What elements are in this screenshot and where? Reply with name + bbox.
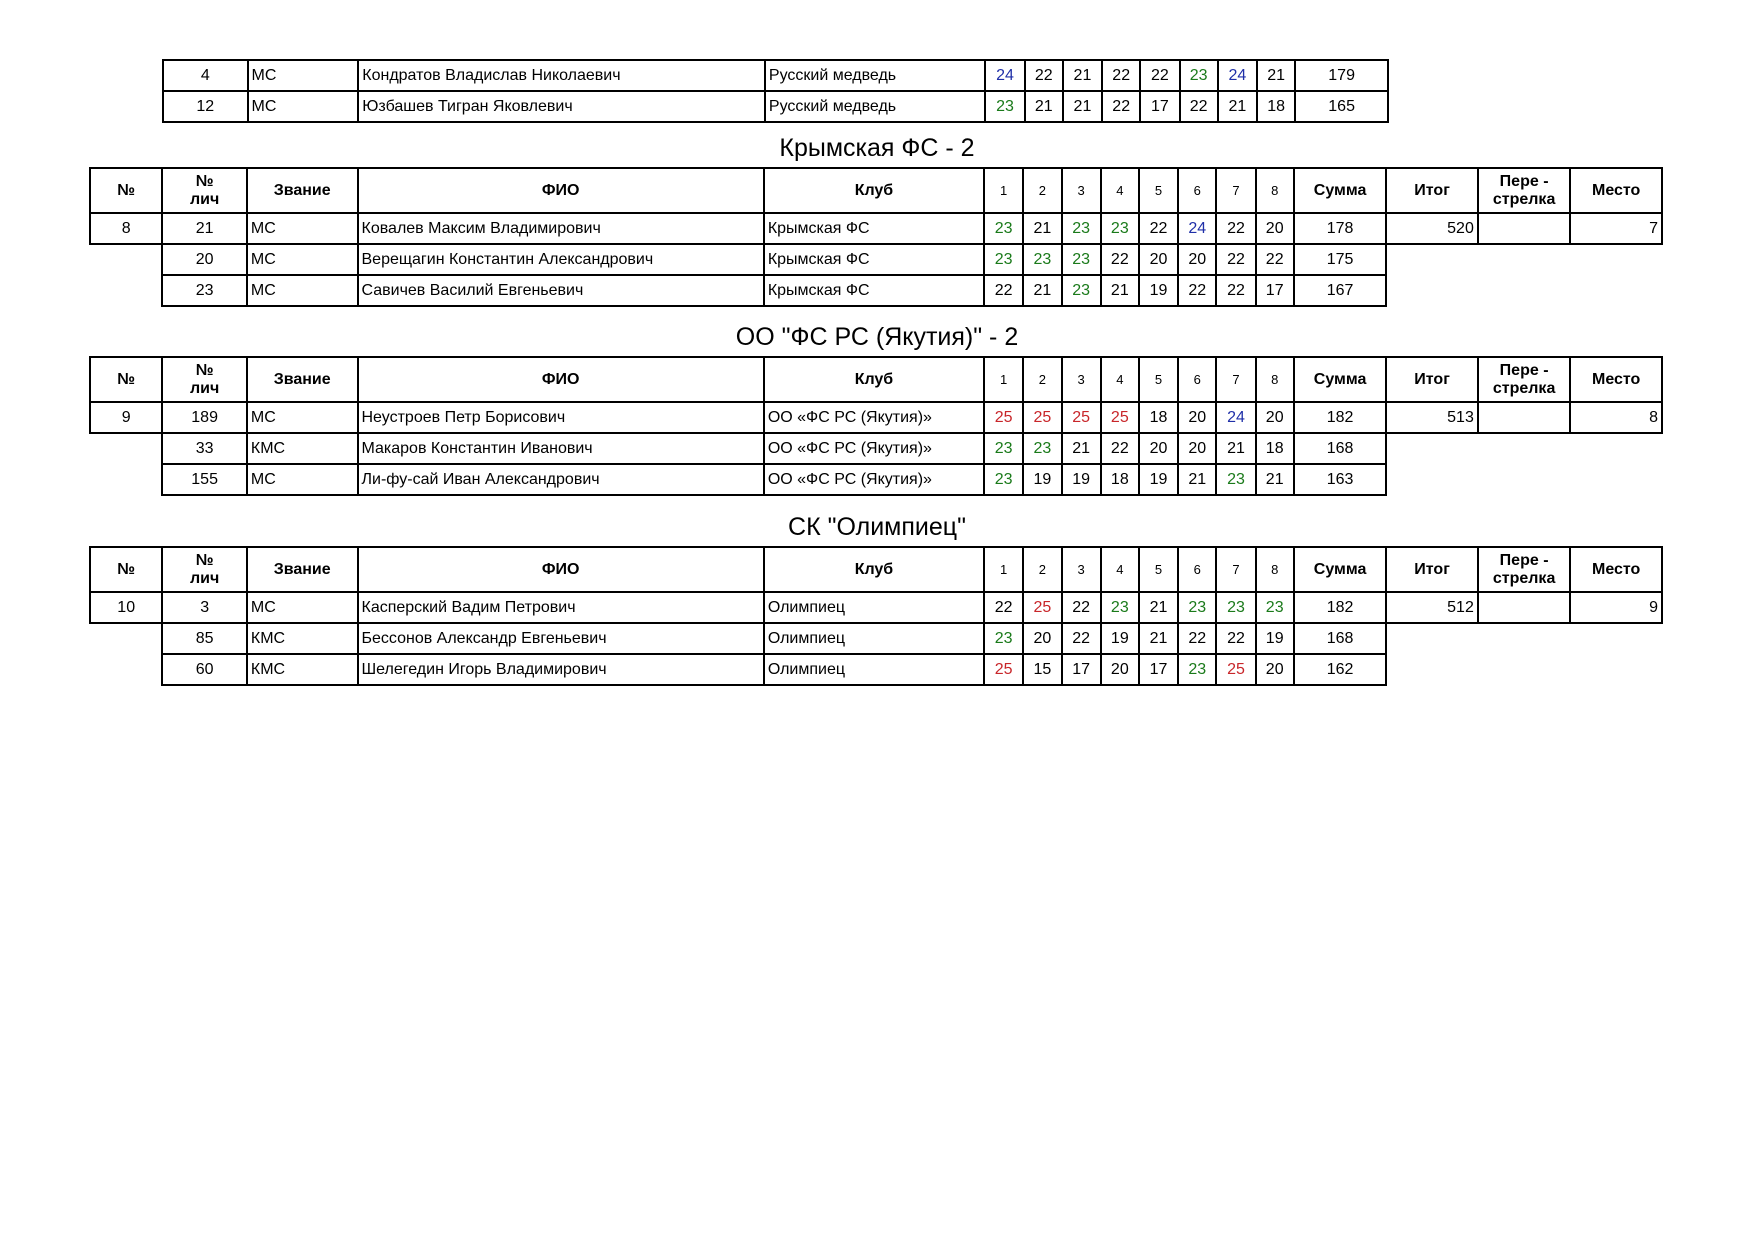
athlete-sum: 162 <box>1294 654 1387 685</box>
athlete-sum: 179 <box>1295 60 1388 91</box>
series-score-7: 25 <box>1216 654 1255 685</box>
header-series-4: 4 <box>1101 168 1139 213</box>
series-score-5: 21 <box>1139 592 1178 623</box>
series-score-4: 22 <box>1102 91 1140 122</box>
header-place: Место <box>1570 357 1662 402</box>
continuation-table-body <box>163 60 1388 122</box>
series-score-6: 20 <box>1178 244 1216 275</box>
empty-cell <box>1478 275 1571 306</box>
team-shootoff <box>1478 402 1571 433</box>
header-club: Клуб <box>764 357 984 402</box>
series-score-1: 22 <box>984 592 1023 623</box>
table-header-row <box>90 547 1662 592</box>
team-total: 520 <box>1386 213 1478 244</box>
series-score-2: 21 <box>1023 275 1061 306</box>
athlete-number: 21 <box>162 213 246 244</box>
header-series-2: 2 <box>1023 357 1061 402</box>
athlete-club: ОО «ФС РС (Якутия)» <box>764 433 984 464</box>
series-score-4: 22 <box>1102 60 1140 91</box>
athlete-club: ОО «ФС РС (Якутия)» <box>764 402 984 433</box>
series-score-7: 24 <box>1216 402 1255 433</box>
team-place: 7 <box>1570 213 1662 244</box>
series-score-6: 23 <box>1178 592 1216 623</box>
series-score-8: 19 <box>1256 623 1294 654</box>
series-score-6: 22 <box>1178 275 1216 306</box>
team-shootoff <box>1478 213 1571 244</box>
series-score-4: 21 <box>1101 275 1139 306</box>
series-score-1: 25 <box>984 654 1023 685</box>
empty-cell <box>90 275 162 306</box>
team-title-0: Крымская ФС - 2 <box>779 134 975 162</box>
series-score-4: 25 <box>1101 402 1139 433</box>
series-score-5: 20 <box>1139 244 1178 275</box>
header-no-lich <box>162 168 246 213</box>
athlete-rank: МС <box>247 275 358 306</box>
series-score-6: 24 <box>1178 213 1216 244</box>
athlete-number: 3 <box>162 592 246 623</box>
table-header-row <box>90 357 1662 402</box>
series-score-5: 22 <box>1139 213 1178 244</box>
series-score-5: 22 <box>1140 60 1179 91</box>
athlete-number: 85 <box>162 623 246 654</box>
series-score-8: 21 <box>1256 464 1294 495</box>
series-score-2: 20 <box>1023 623 1061 654</box>
athlete-number: 189 <box>162 402 246 433</box>
header-place: Место <box>1570 547 1662 592</box>
series-score-2: 23 <box>1023 433 1061 464</box>
athlete-club: Олимпиец <box>764 654 984 685</box>
series-score-8: 22 <box>1256 244 1294 275</box>
header-sum: Сумма <box>1294 547 1387 592</box>
header-no-lich-line2: лич <box>189 569 220 587</box>
header-series-2: 2 <box>1023 168 1061 213</box>
header-no-lich <box>162 547 246 592</box>
series-score-8: 20 <box>1256 654 1294 685</box>
series-score-2: 22 <box>1025 60 1063 91</box>
empty-cell <box>1478 433 1571 464</box>
series-score-2: 21 <box>1023 213 1061 244</box>
team-table-0 <box>89 167 1663 307</box>
athlete-number: 60 <box>162 654 246 685</box>
header-rank: Звание <box>247 168 358 213</box>
header-series-3: 3 <box>1062 168 1101 213</box>
header-series-7: 7 <box>1216 357 1255 402</box>
series-score-4: 22 <box>1101 433 1139 464</box>
series-score-8: 17 <box>1256 275 1294 306</box>
series-score-3: 19 <box>1062 464 1101 495</box>
series-score-3: 21 <box>1063 60 1102 91</box>
empty-cell <box>90 433 162 464</box>
empty-cell <box>1478 244 1571 275</box>
series-score-2: 25 <box>1023 592 1061 623</box>
header-sum: Сумма <box>1294 357 1387 402</box>
athlete-club: Крымская ФС <box>764 213 984 244</box>
team-place: 8 <box>1570 402 1662 433</box>
series-score-8: 18 <box>1257 91 1295 122</box>
table-row <box>90 654 1662 685</box>
athlete-club: ОО «ФС РС (Якутия)» <box>764 464 984 495</box>
header-series-1: 1 <box>984 547 1023 592</box>
athlete-name: Макаров Константин Иванович <box>358 433 764 464</box>
empty-cell <box>90 244 162 275</box>
athlete-number: 20 <box>162 244 246 275</box>
header-series-1: 1 <box>984 357 1023 402</box>
header-no-lich-line1: № <box>195 172 214 190</box>
athlete-sum: 167 <box>1294 275 1387 306</box>
team-number: 10 <box>90 592 162 623</box>
team-table-1 <box>89 356 1663 496</box>
athlete-rank: МС <box>248 91 359 122</box>
header-series-6: 6 <box>1178 547 1216 592</box>
series-score-3: 21 <box>1062 433 1101 464</box>
header-series-2: 2 <box>1023 547 1061 592</box>
athlete-sum: 175 <box>1294 244 1387 275</box>
athlete-rank: МС <box>247 244 358 275</box>
header-shootoff-line2: стрелка <box>1492 190 1556 208</box>
team-title-1: ОО "ФС РС (Якутия)" - 2 <box>735 323 1019 351</box>
empty-cell <box>1570 433 1662 464</box>
athlete-club: Олимпиец <box>764 592 984 623</box>
athlete-name: Ли-фу-сай Иван Александрович <box>358 464 764 495</box>
header-shootoff-line1: Пере - <box>1499 361 1549 379</box>
table-row <box>90 623 1662 654</box>
header-rank: Звание <box>247 547 358 592</box>
header-series-4: 4 <box>1101 547 1139 592</box>
athlete-club: Крымская ФС <box>764 275 984 306</box>
athlete-club: Русский медведь <box>765 60 985 91</box>
athlete-name: Неустроев Петр Борисович <box>358 402 764 433</box>
header-place: Место <box>1570 168 1662 213</box>
athlete-name: Кондратов Владислав Николаевич <box>358 60 765 91</box>
empty-cell <box>90 464 162 495</box>
header-series-4: 4 <box>1101 357 1139 402</box>
header-series-5: 5 <box>1139 357 1178 402</box>
series-score-2: 25 <box>1023 402 1061 433</box>
series-score-5: 19 <box>1139 464 1178 495</box>
header-no-lich-line1: № <box>195 361 214 379</box>
series-score-1: 24 <box>985 60 1024 91</box>
series-score-3: 17 <box>1062 654 1101 685</box>
header-shootoff <box>1478 547 1571 592</box>
series-score-3: 23 <box>1062 213 1101 244</box>
athlete-number: 4 <box>163 60 248 91</box>
header-series-8: 8 <box>1256 547 1294 592</box>
header-no-lich-line2: лич <box>189 379 220 397</box>
series-score-6: 23 <box>1180 60 1218 91</box>
series-score-1: 22 <box>984 275 1023 306</box>
series-score-7: 22 <box>1216 244 1255 275</box>
header-series-6: 6 <box>1178 357 1216 402</box>
series-score-6: 22 <box>1180 91 1218 122</box>
series-score-5: 17 <box>1140 91 1179 122</box>
header-fio: ФИО <box>358 357 764 402</box>
series-score-7: 21 <box>1216 433 1255 464</box>
table-row <box>163 91 1388 122</box>
header-fio: ФИО <box>358 547 764 592</box>
series-score-8: 18 <box>1256 433 1294 464</box>
table-row <box>90 244 1662 275</box>
athlete-club: Крымская ФС <box>764 244 984 275</box>
series-score-7: 24 <box>1218 60 1257 91</box>
header-no-lich <box>162 357 246 402</box>
series-score-3: 25 <box>1062 402 1101 433</box>
series-score-3: 23 <box>1062 275 1101 306</box>
series-score-4: 23 <box>1101 592 1139 623</box>
empty-cell <box>90 623 162 654</box>
empty-cell <box>90 654 162 685</box>
table-row <box>90 464 1662 495</box>
team-total: 513 <box>1386 402 1478 433</box>
series-score-3: 22 <box>1062 623 1101 654</box>
series-score-5: 17 <box>1139 654 1178 685</box>
table-row <box>90 433 1662 464</box>
header-series-8: 8 <box>1256 168 1294 213</box>
series-score-8: 23 <box>1256 592 1294 623</box>
series-score-2: 15 <box>1023 654 1061 685</box>
empty-cell <box>1478 654 1571 685</box>
header-shootoff <box>1478 357 1571 402</box>
athlete-rank: МС <box>247 213 358 244</box>
athlete-sum: 168 <box>1294 433 1387 464</box>
series-score-4: 20 <box>1101 654 1139 685</box>
header-no-lich-line2: лич <box>189 190 220 208</box>
series-score-5: 18 <box>1139 402 1178 433</box>
empty-cell <box>1570 244 1662 275</box>
series-score-1: 23 <box>984 244 1023 275</box>
series-score-7: 23 <box>1216 464 1255 495</box>
athlete-name: Шелегедин Игорь Владимирович <box>358 654 764 685</box>
athlete-rank: МС <box>247 592 358 623</box>
empty-cell <box>1570 623 1662 654</box>
series-score-4: 19 <box>1101 623 1139 654</box>
table-row <box>90 275 1662 306</box>
series-score-6: 20 <box>1178 402 1216 433</box>
header-series-7: 7 <box>1216 547 1255 592</box>
athlete-sum: 165 <box>1295 91 1388 122</box>
series-score-8: 20 <box>1256 402 1294 433</box>
header-rank: Звание <box>247 357 358 402</box>
team-table-2 <box>89 546 1663 686</box>
empty-cell <box>1570 654 1662 685</box>
series-score-5: 21 <box>1139 623 1178 654</box>
empty-cell <box>1478 464 1571 495</box>
empty-cell <box>1386 244 1478 275</box>
athlete-number: 155 <box>162 464 246 495</box>
series-score-8: 20 <box>1256 213 1294 244</box>
athlete-rank: МС <box>247 402 358 433</box>
athlete-sum: 163 <box>1294 464 1387 495</box>
header-series-3: 3 <box>1062 547 1101 592</box>
table-header-row <box>90 168 1662 213</box>
series-score-6: 21 <box>1178 464 1216 495</box>
header-series-5: 5 <box>1139 168 1178 213</box>
athlete-sum: 182 <box>1294 402 1387 433</box>
athlete-name: Савичев Василий Евгеньевич <box>358 275 764 306</box>
series-score-6: 22 <box>1178 623 1216 654</box>
athlete-number: 33 <box>162 433 246 464</box>
series-score-2: 19 <box>1023 464 1061 495</box>
athlete-club: Олимпиец <box>764 623 984 654</box>
header-shootoff-line1: Пере - <box>1499 551 1549 569</box>
team-title-2: СК "Олимпиец" <box>788 513 966 541</box>
athlete-name: Юзбашев Тигран Яковлевич <box>358 91 765 122</box>
athlete-number: 12 <box>163 91 248 122</box>
header-fio: ФИО <box>358 168 764 213</box>
empty-cell <box>1478 623 1571 654</box>
empty-cell <box>1570 275 1662 306</box>
team-place: 9 <box>1570 592 1662 623</box>
empty-cell <box>1570 464 1662 495</box>
table-row <box>163 60 1388 91</box>
empty-cell <box>1386 654 1478 685</box>
series-score-7: 22 <box>1216 213 1255 244</box>
series-score-3: 22 <box>1062 592 1101 623</box>
athlete-rank: МС <box>247 464 358 495</box>
header-no: № <box>90 547 162 592</box>
team-number: 8 <box>90 213 162 244</box>
series-score-4: 22 <box>1101 244 1139 275</box>
empty-cell <box>1386 623 1478 654</box>
series-score-2: 23 <box>1023 244 1061 275</box>
series-score-3: 21 <box>1063 91 1102 122</box>
continuation-table <box>162 59 1389 123</box>
athlete-sum: 168 <box>1294 623 1387 654</box>
header-club: Клуб <box>764 168 984 213</box>
series-score-5: 19 <box>1139 275 1178 306</box>
athlete-club: Русский медведь <box>765 91 985 122</box>
series-score-1: 23 <box>984 464 1023 495</box>
athlete-name: Касперский Вадим Петрович <box>358 592 764 623</box>
athlete-name: Ковалев Максим Владимирович <box>358 213 764 244</box>
series-score-4: 18 <box>1101 464 1139 495</box>
header-total: Итог <box>1386 357 1478 402</box>
series-score-2: 21 <box>1025 91 1063 122</box>
series-score-7: 21 <box>1218 91 1257 122</box>
series-score-1: 25 <box>984 402 1023 433</box>
athlete-sum: 182 <box>1294 592 1387 623</box>
series-score-1: 23 <box>984 433 1023 464</box>
header-sum: Сумма <box>1294 168 1387 213</box>
series-score-8: 21 <box>1257 60 1295 91</box>
series-score-1: 23 <box>984 623 1023 654</box>
series-score-5: 20 <box>1139 433 1178 464</box>
header-shootoff-line2: стрелка <box>1492 569 1556 587</box>
athlete-name: Верещагин Константин Александрович <box>358 244 764 275</box>
header-shootoff <box>1478 168 1571 213</box>
series-score-3: 23 <box>1062 244 1101 275</box>
athlete-rank: МС <box>248 60 359 91</box>
series-score-4: 23 <box>1101 213 1139 244</box>
header-series-6: 6 <box>1178 168 1216 213</box>
athlete-rank: КМС <box>247 433 358 464</box>
header-series-1: 1 <box>984 168 1023 213</box>
header-total: Итог <box>1386 168 1478 213</box>
series-score-7: 23 <box>1216 592 1255 623</box>
table-row <box>90 402 1662 433</box>
team-total: 512 <box>1386 592 1478 623</box>
series-score-6: 20 <box>1178 433 1216 464</box>
empty-cell <box>1386 275 1478 306</box>
series-score-1: 23 <box>985 91 1024 122</box>
athlete-number: 23 <box>162 275 246 306</box>
athlete-rank: КМС <box>247 623 358 654</box>
series-score-1: 23 <box>984 213 1023 244</box>
table-row <box>90 592 1662 623</box>
header-no: № <box>90 357 162 402</box>
athlete-name: Бессонов Александр Евгеньевич <box>358 623 764 654</box>
header-no-lich-line1: № <box>195 551 214 569</box>
header-shootoff-line2: стрелка <box>1492 379 1556 397</box>
athlete-sum: 178 <box>1294 213 1387 244</box>
header-series-7: 7 <box>1216 168 1255 213</box>
header-total: Итог <box>1386 547 1478 592</box>
series-score-7: 22 <box>1216 623 1255 654</box>
empty-cell <box>1386 464 1478 495</box>
header-shootoff-line1: Пере - <box>1499 172 1549 190</box>
header-series-3: 3 <box>1062 357 1101 402</box>
header-series-5: 5 <box>1139 547 1178 592</box>
athlete-rank: КМС <box>247 654 358 685</box>
series-score-6: 23 <box>1178 654 1216 685</box>
header-club: Клуб <box>764 547 984 592</box>
team-shootoff <box>1478 592 1571 623</box>
team-number: 9 <box>90 402 162 433</box>
header-no: № <box>90 168 162 213</box>
header-series-8: 8 <box>1256 357 1294 402</box>
series-score-7: 22 <box>1216 275 1255 306</box>
table-row <box>90 213 1662 244</box>
empty-cell <box>1386 433 1478 464</box>
